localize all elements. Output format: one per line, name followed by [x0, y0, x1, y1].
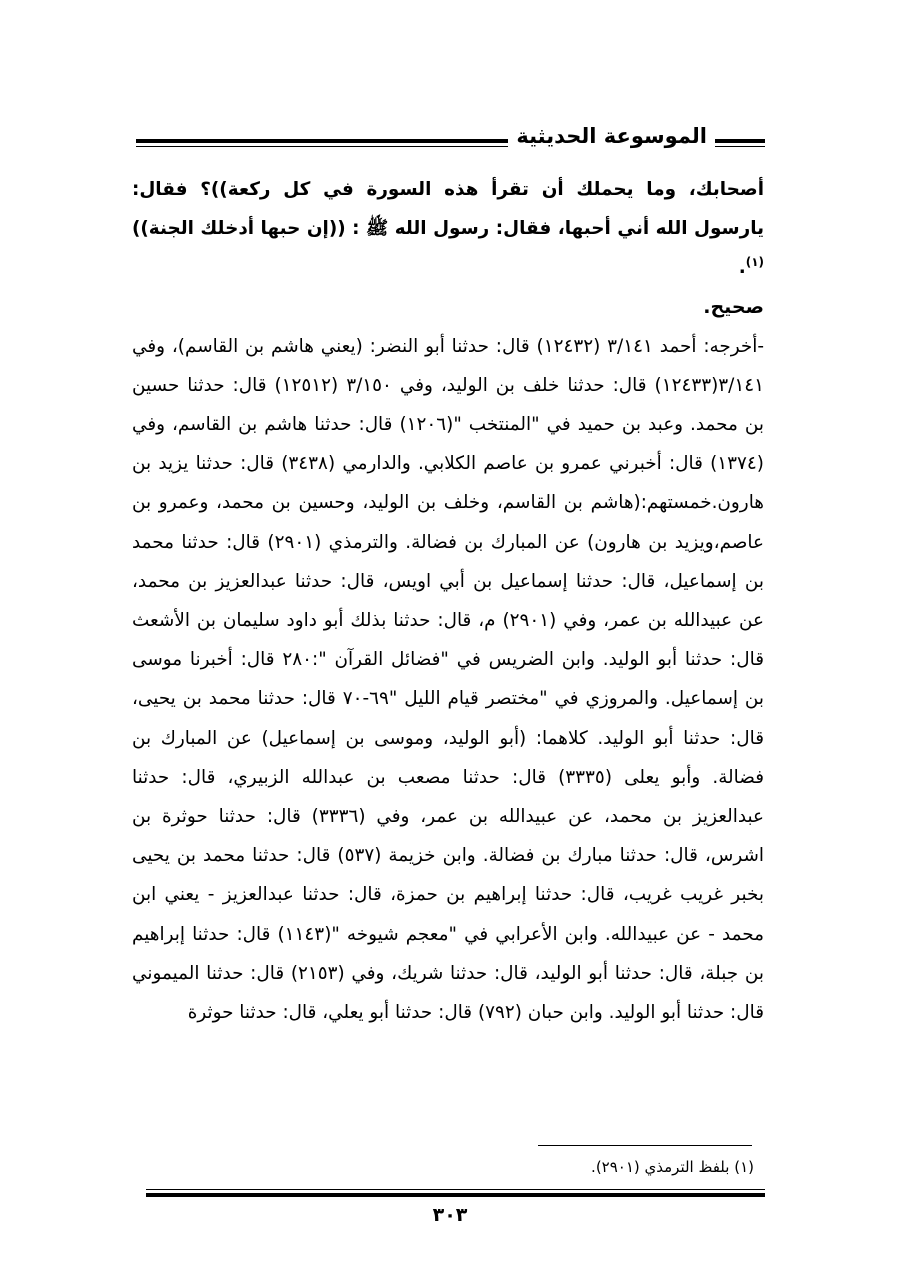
takhrij-paragraph: -أخرجه: أحمد ٣/١٤١ (١٢٤٣٢) قال: حدثنا أبو النضر: (يعني هاشم بن القاسم)، وفي ٣/١٤١(١٢٤٣٣) قال: حدثنا خلف بن الوليد، وفي ٣/١٥٠ (١٢٥١٢) قال: حدثنا حسين بن محمد. وعبد بن حميد في "المنتخب "(١٢٠٦) قال: حدثنا هاشم بن القاسم، وفي (١٣٧٤) قال: أخبرني عمرو بن عاصم الكلابي. والدارمي (٣٤٣٨) قال: حدثنا يزيد بن هارون.خمستهم:(هاشم بن القاسم، وخلف بن الوليد، وحسين بن محمد، وعمرو بن عاصم،ويزيد بن هارون) عن المبارك بن فضالة. والترمذي (٢٩٠١) قال: حدثنا محمد بن إسماعيل، قال: حدثنا إسماعيل بن أبي اويس، قال: حدثنا عبدالعزيز بن محمد، عن عبيدالله بن عمر، وفي (٢٩٠١) م، قال: حدثنا بذلك أبو داود سليمان بن الأشعث قال: حدثنا أبو الوليد. وابن الضريس في "فضائل القرآن ":٢٨٠ قال: أخبرنا موسى بن إسماعيل. والمروزي في "مختصر قيام الليل "٦٩-٧٠ قال: حدثنا محمد بن يحيى، قال: حدثنا أبو الوليد. كلاهما: (أبو الوليد، وموسى بن إسماعيل) عن المبارك بن فضالة. وأبو يعلى (٣٣٣٥) قال: حدثنا مصعب بن عبدالله الزبيري، قال: حدثنا عبدالعزيز بن محمد، عن عبيدالله بن عمر، وفي (٣٣٣٦) قال: حدثنا حوثرة بن اشرس، قال: حدثنا مبارك بن فضالة. وابن خزيمة (٥٣٧) قال: حدثنا محمد بن يحيى بخبر غريب غريب، قال: حدثنا إبراهيم بن حمزة، قال: حدثنا عبدالعزيز - يعني ابن محمد - عن عبيدالله. وابن الأعرابي في "معجم شيوخه "(١١٤٣) قال: حدثنا إبراهيم بن جبلة، قال: حدثنا أبو الوليد، قال: حدثنا شريك، وفي (٢١٥٣) قال: حدثنا الميموني قال: حدثنا أبو الوليد. وابن حبان (٧٩٢) قال: حدثنا أبو يعلي، قال: حدثنا حوثرة — [132, 335, 765, 1024]
page-header — [136, 118, 765, 158]
running-head-title: الموسوعة الحديثية — [508, 124, 715, 148]
footnote-marker: (١) — [745, 255, 764, 270]
page-number: ٣٠٣ — [432, 1204, 468, 1226]
footer-rule-thick — [146, 1193, 765, 1197]
hadith-verdict: صحيح. — [703, 295, 764, 318]
page-body — [132, 170, 764, 1032]
footer-rule-thin — [146, 1189, 765, 1190]
hadith-text-body: أصحابك، وما يحملك أن تقرأ هذه السورة في كل ركعة))؟ فقال: يارسول الله أني أحبها، فقال: رسول الله ﷺ : ((إن حبها أدخلك الجنة)) — [132, 179, 764, 240]
footnote-separator — [538, 1145, 752, 1146]
hadith-text-end: . — [738, 257, 746, 279]
hadith-text — [132, 170, 764, 288]
header-rule-cap — [727, 139, 765, 143]
footnote: (١) بلفظ الترمذي (٢٩٠١). — [591, 1158, 754, 1176]
